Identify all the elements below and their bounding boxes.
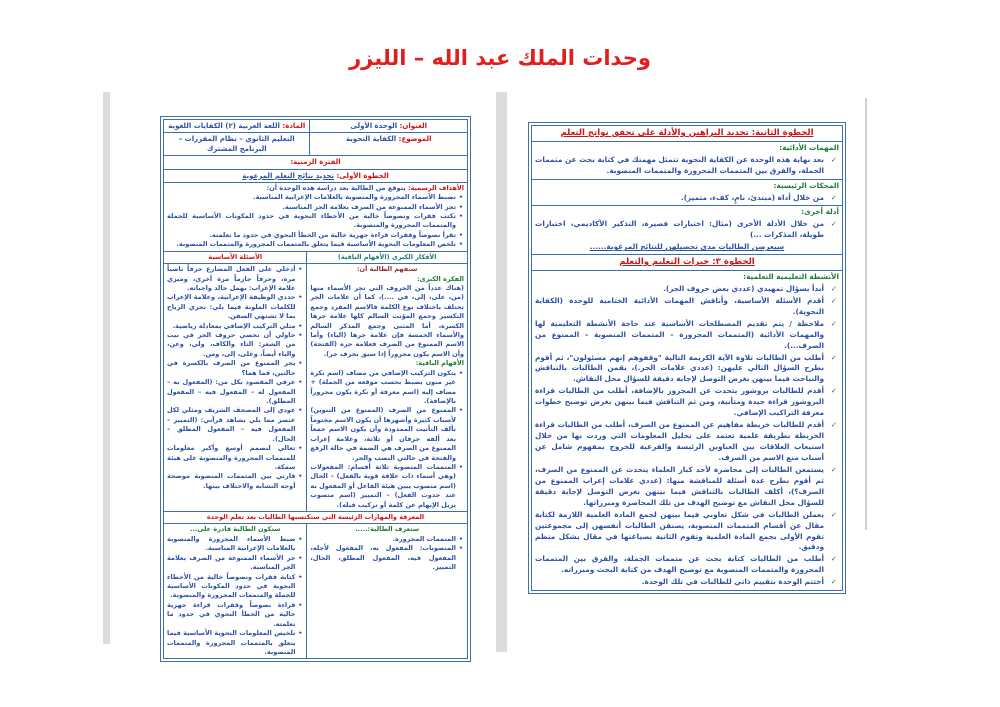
knowledge-header-row: المعرفة والمهارات الرئيسة التي ستكتسبها الطالبات بعد تعلم الوحدة (164, 512, 467, 524)
step1-title: تحديد نتائج التعلم المرغوبة (242, 171, 335, 180)
understanding-item: • المتممات المنصوبة ثلاثة أقسام: المفعولات (وهي أسماء ذات علاقة قوية بالفعل) – الحال (اسم منصوب يبين هيئة الفاعل أو المفعول به عند حدوث الفعل) – التمييز (اسم منصوب يزيل الإبهام عن كلمة أو تركيب قبله). (310, 463, 464, 510)
performance-task-text: بعد نهاية هذه الوحدة عن الكفاية النحوية تتمثل مهمتك في كتابة بحث عن متممات الجملة، والفرق بين المتممات المجرورة والمتممات المنصوبة. (535, 154, 824, 175)
goal-item: • تلخص المعلومات النحوية الأساسية فيما يتعلق بالمتممات المجرورة والمتممات المنصوبة. (167, 240, 464, 249)
essential-questions-header: الأسئلة الأساسية (208, 252, 263, 261)
period-row: الفترة الزمنية: (164, 156, 467, 169)
step3-header: الخطوة ٣: خبرات التعليم والتعلم (619, 257, 755, 268)
question-item: • قارني بين المتممات المنصوبة موضحة أوجه التشابه والاختلاف بينها. (167, 472, 303, 491)
columns-header-row (164, 252, 467, 264)
will-know-item: • المنصوبات: المفعول به، المفعول لأجله، المفعول فيه، المفعول المطلق، الحال، التمييز. (310, 544, 464, 572)
will-know-cell (306, 524, 467, 658)
enduring-understandings-label: الأفهام الباقية: (415, 359, 464, 368)
step1-header-row (164, 170, 467, 183)
page1-lesson-table (160, 116, 471, 662)
able-item: • جر الأسماء الممنوعة من الصرف بعلامة الجر المناسبة. (167, 554, 303, 573)
step2-header: الخطوة الثانية: تحديد البراهين والأدلة على تحقق نواتج التعلم (560, 128, 814, 138)
activities-list (535, 284, 839, 588)
will-know-list (310, 535, 464, 573)
activity-item: ✓ يعملن الطالبات في شكل تعاوني فيما بينهن لجمع المادة العلمية اللازمة لكتابة مقال عن أقسام المتممات المنصوبة، يصنفن الطالبات أنفسهن إلى مجموعتين تقوم الأولى بجمع المادة العلمية وتقوم الثانية بصياغتها في مقال بشكل منظم ودقيق. (535, 510, 839, 554)
big-idea-text: (هناك عدداً من الحروف التي تجر الأسماء منها (من، على، إلى، في ....)، كما أن علامات الجر تختلف باختلاف نوع الكلمة فالاسم المفرد وجمع التكسير وجمع المؤنث السالم كلها علامة جرها الكسرة، أما المثنى وجمع المذكر السالم والأسماء الخمسة فإن علامة جرها (الياء) وأما الاسم الممنوع من الصرف فعلامة جره (الفتحة) وأن الاسم يكون مجروراً إذا سبق بحرف جر). (310, 283, 464, 358)
document-title: وحدات الملك عبد الله – الليزر (349, 46, 651, 70)
step2-header-row (532, 126, 842, 142)
performance-task-item (535, 155, 839, 177)
columns-content-row (164, 264, 467, 512)
goal-item: • تجر الأسماء الممنوعة من الصرف بعلامة الجر المناسبة. (167, 203, 464, 212)
understanding-item: • يتكون التركيب الإضافي من مضاف (اسم نكرة غير منون يضبط بحسب موقعه من الجملة) + مضاف إليه (اسم معرفة أو نكرة يكون مجروراً بالإضافة). (310, 369, 464, 407)
question-item: • عودي إلى المصحف الشريف ومثلي لكل عنصر مما يلي بشاهد قرآني: (التمييز – المفعول فيه – المفعول المطلق – الحال). (167, 406, 303, 444)
activity-item: ✓ أقدم للطالبات بروشور يتحدث عن المجرور بالإضافة، أطلب من الطالبات قراءة البروشور قراءة جيدة ومتأنية، ومن ثم التناقش فيما بينهن بغرض توضيح خطوات معرفة التراكيب الإضافي. (535, 386, 839, 419)
question-item: • مثلي التركيب الإضافي بمعادلة رياضية. (167, 322, 303, 331)
subject-cell (164, 120, 309, 132)
understanding-item: • الممنوع من الصرف (الممنوع من التنوين) لأسباب كثيرة وأشهرها أن يكون الاسم مختوماً بألف التأنيث الممدودة وأن يكون الاسم جمعاً بعد ألفه حرفان أو ثلاثة، وعلامة إعراب الممنوع من الصرف هي الضمة في حالة الرفع والفتحة في حالتي النصب والجر. (310, 406, 464, 463)
goal-item: • تكتب فقرات ونصوصاً خالية من الأخطاء النحوية في حدود المكونات الأساسية للجملة والمتممات المجرورة والمنصوبة. (167, 212, 464, 231)
topic-cell (309, 133, 467, 155)
will-be-able-list (167, 535, 303, 657)
goal-item: • تقرأ نصوصاً وفقرات قراءة جهرية خالية من الخطأ النحوي في حدود ما تعلمته. (167, 231, 464, 240)
other-evidence-footer: سيعرضن الطالبات مدى تحصيلهن للنتائج المرغوبة...... (589, 242, 785, 252)
unit-title-value: الوحدة الأولى (350, 122, 398, 130)
other-evidence-text: من خلال الأدلة الأخرى (مثال: اختبارات قصيرة، التذكير الأكاديمي، اختبارات طويلة، المذكرات ...) (535, 219, 824, 240)
able-item: • ضبط الأسماء المجرورة والمنصوبة بالعلامات الإعرابية المناسبة. (167, 535, 303, 554)
activity-item: ✓ أختتم الوحدة بتقييم ذاتي للطالبات في تلك الوحدة. (535, 577, 839, 588)
official-goals-row (164, 183, 467, 252)
performance-tasks-row (532, 142, 842, 180)
subject-value: اللغة العربية (٢) الكفايات اللغوية (168, 122, 280, 130)
goal-item: • تضبط الأسماء المجرورة والمنصوبة بالعلامات الإعرابية المناسبة. (167, 193, 464, 202)
activity-item: ✓ أطلب من الطالبات تلاوة الآية الكريمة التالية "وقفوهم إنهم مسئولون"، ثم أقوم بطرح السؤال التالي عليهن: (عددي علامات الجر.)، يقمن الطالبات بالتناقش والتباحث فيما بينهن بغرض التوصل لإجابة دقيقة للسؤال محل النقاش. (535, 353, 839, 386)
program-cell: التعليم الثانوي – نظام المقررات – البرنامج المشترك (178, 135, 295, 154)
activity-item: ✓ أبدأ بسؤال تمهيدي (عددي بعض حروف الجر). (535, 284, 839, 295)
other-evidence-item (535, 219, 839, 241)
able-item: • كتابة فقرات ونصوصاً خالية من الأخطاء النحوية في حدود المكونات الأساسية للجملة والمتممات المجرورة والمنصوبة. (167, 573, 303, 601)
meta-row-2 (164, 133, 467, 156)
step3-header-row (532, 255, 842, 271)
topic-label: الموضوع: (398, 135, 432, 144)
page2-right-edge (865, 98, 867, 530)
will-know-item: • المتممات المجرورة. (310, 535, 464, 544)
essential-questions-cell (164, 264, 306, 511)
able-item: • تلخيص المعلومات النحوية الأساسية فيما يتعلق بالمتممات المجرورة والمتممات المنصوبة. (167, 629, 303, 657)
activity-item: ✓ أقدم للطالبات خريطة مفاهيم عن الممنوع من الصرف، أطلب من الطالبات قراءة الخريطة بطريقة علمية تعتمد على تحليل المعلومات التي وردت بها من خلال استيعاب العلاقات بين العناوين الرئيسة والفرعية للخروج بمفهوم شامل عن أسباب منع الاسم من الصرف. (535, 420, 839, 464)
step1-label: الخطوة الأولى: (336, 171, 389, 180)
meta-row-1 (164, 120, 467, 133)
topic-value: الكفاية النحوية (345, 135, 397, 144)
activity-item: ✓ ملاحظة / يتم تقديم المصطلحات الأساسية عند حاجة الأنشطة التعليمية لها والمهمات الأدائية (المتممات المجرورة – المتممات المنصوبة – الممنوع من الصرف...). (535, 319, 839, 352)
able-item: • قراءة نصوصاً وفقرات قراءة جهرية خالية من الخطأ النحوي في حدود ما تعلمته. (167, 601, 303, 629)
question-item: • حددي الوظيفة الإعرابية، وعلامة الإعراب للكلمات الملونة فيما يلي: تجري الرياح بما لا تشتهي السفن. (167, 293, 303, 321)
will-be-able-label: ستكون الطالبة قادرة على... (190, 525, 281, 534)
unit-title-label: العنوان: (399, 122, 428, 130)
goals-intro: يتوقع من الطالبة بعد دراسة هذه الوحدة أن: (266, 183, 406, 192)
essential-questions-list (167, 265, 303, 491)
activities-row (532, 271, 842, 590)
big-ideas-header: الأفكار الكبرى (الأفهام الباقية) (306, 252, 467, 263)
question-item: • تعالي لنصمم أوسع وأكبر معلومات للمتممات المجرورة والمنصوبة على هيئة سمكة. (167, 444, 303, 472)
criteria-row (532, 180, 842, 207)
will-know-label: ستعرف الطالبة:..... (355, 525, 420, 534)
unit-title-cell (309, 120, 467, 132)
will-understand-label: ستفهم الطالبة أن: (356, 265, 418, 274)
criteria-text: من خلال أداة (مبتدئ، نامٍ، كفء، متميز). (680, 192, 824, 202)
activity-item: ✓ أطلب من الطالبات كتابة بحث عن متممات الجملة، والفرق بين المتممات المجرورة والمتممات المنصوبة مع توضيح الهدف من كتابة البحث ومبرراته. (535, 554, 839, 576)
goals-label: الأهداف الرسمية: (407, 183, 464, 192)
other-evidence-heading: أدلة أخرى: (801, 207, 839, 217)
activity-item: ✓ يستمعن الطالبات إلى محاضرة لأحد كبار العلماء يتحدث عن الممنوع من الصرف، ثم أقوم بطرح عدة أسئلة للمناقشة منها: (عددي علامات إعراب الممنوع من الصرف؟)، أكلف الطالبات بالتناقش فيما بينهن بغرض التوصل لإجابة دقيقة للسؤال محل النقاش مع توضيح الهدف من تلك المحاضرة ومبرراتها. (535, 465, 839, 509)
performance-tasks-heading: المهمات الأدائية: (779, 142, 839, 152)
big-idea-label: الفكرة الكبرى: (417, 274, 464, 283)
question-item: • حاولي أن تحصي حروف الجر في بيت من الشعر: التاء والكاف، ولي، وعن، والباء أيضاً، وعلى، إلى، ومن. (167, 331, 303, 359)
subject-label: المادة: (282, 122, 306, 130)
criteria-item (535, 193, 839, 204)
page2-lesson-table (528, 122, 846, 594)
question-item: • يجر الممنوع من الصرف بالكسرة في حالتين، فما هما؟ (167, 359, 303, 378)
activities-heading: الأنشطة التعليمية التعلمية: (743, 271, 839, 281)
knowledge-content-row (164, 524, 467, 658)
criteria-heading: المحكات الرئيسية: (773, 180, 839, 190)
page1-left-edge (103, 92, 110, 644)
page-gap-edge (496, 92, 507, 652)
enduring-understandings-list (310, 369, 464, 510)
will-be-able-cell (164, 524, 306, 658)
big-ideas-cell (306, 264, 467, 511)
activity-item: ✓ أقدم الأسئلة الأساسية، وأناقش المهمات الأدائية الختامية للوحدة (الكفاية النحوية). (535, 296, 839, 318)
goals-list (167, 193, 464, 250)
other-evidence-row (532, 206, 842, 255)
question-item: • عرفي المقصود بكل من: (المفعول به – المفعول له – المفعول فيه – المفعول المطلق). (167, 378, 303, 406)
question-item: • أدخلي على الفعل المضارع حرفاً ناصباً مرة، وحرفاً جازماً مرة أخرى، وميزي علامة الإعراب: يهمل خالد واجباته. (167, 265, 303, 293)
